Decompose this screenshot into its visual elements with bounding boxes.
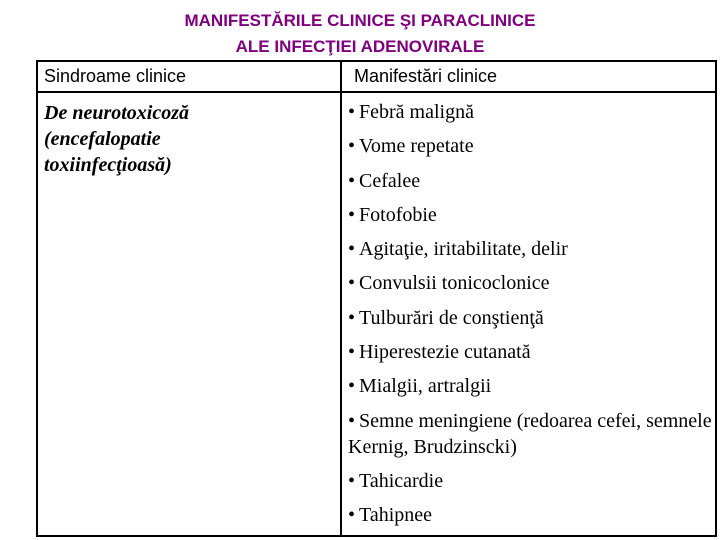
list-item [348,99,718,125]
bullet-icon: • [348,135,356,158]
bullet-icon: • [348,375,356,398]
list-item-text: Fotofobie [359,203,437,226]
list-item [348,408,718,460]
column-header-syndromes: Sindroame clinice [44,66,187,86]
syndrome-cell [44,100,334,178]
list-item [348,468,718,494]
bullet-icon: • [348,169,356,192]
list-item [348,502,718,528]
list-item-text: Tahipnee [359,503,433,526]
list-item-text: Cefalee [359,169,421,192]
bullet-icon: • [348,272,356,295]
list-item-text: Semne meningiene (redoarea cefei, semnele Kernig, Brudzinscki) [348,409,712,458]
bullet-icon: • [348,306,356,329]
list-item-text: Convulsii tonicoclonice [359,272,550,295]
syndrome-line: De neurotoxicoză [44,102,189,124]
list-item [348,168,718,194]
bullet-icon: • [348,238,356,261]
bullet-icon: • [348,203,356,226]
bullet-icon: • [348,341,356,364]
list-item-text: Agitaţie, iritabilitate, delir [359,238,568,261]
page-title-line-1: MANIFESTĂRILE CLINICE ŞI PARACLINICE [184,11,536,30]
list-item [348,202,718,228]
bullet-icon: • [348,409,356,432]
page-title-line-2: ALE INFECŢIEI ADENOVIRALE [235,37,485,56]
list-item [348,305,718,331]
column-divider [340,62,342,535]
bullet-icon: • [348,469,356,492]
list-item [348,339,718,365]
syndrome-table [36,60,717,537]
bullet-icon: • [348,503,356,526]
syndrome-line: toxiinfecţioasă) [44,154,172,176]
syndrome-line: (encefalopatie [44,128,161,150]
column-header-manifestations: Manifestări clinice [354,66,498,86]
header-divider [38,91,715,93]
list-item [348,373,718,399]
list-item [348,270,718,296]
list-item-text: Mialgii, artralgii [359,375,492,398]
list-item [348,236,718,262]
list-item-text: Febră malignă [359,101,474,123]
bullet-icon: • [348,101,356,123]
list-item [348,133,718,159]
list-item-text: Hiperestezie cutanată [359,341,531,364]
list-item-text: Tulburări de conştienţă [359,306,544,329]
list-item-text: Vome repetate [359,135,474,158]
manifestations-list [348,99,718,536]
list-item-text: Tahicardie [359,469,444,492]
